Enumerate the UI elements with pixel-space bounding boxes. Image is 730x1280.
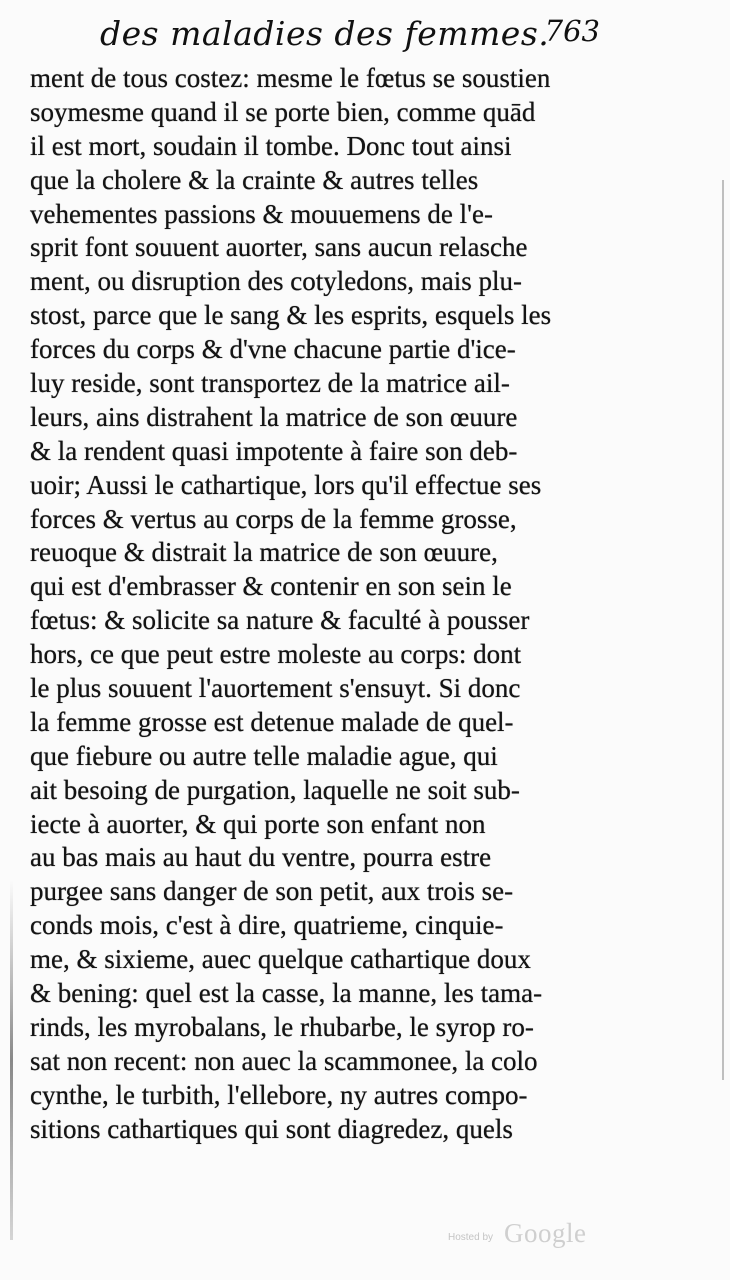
text-line: forces du corps & d'vne chacune partie d'ice- <box>30 334 516 365</box>
text-line: soymesme quand il se porte bien, comme quād <box>30 96 536 127</box>
text-line: luy reside, sont transportez de la matrice ail- <box>30 368 510 399</box>
text-line: il est mort, soudain il tombe. Donc tout ainsi <box>30 130 512 161</box>
text-line: sat non recent: non auec la scammonee, la colo <box>30 1045 538 1076</box>
hosted-by-google-watermark <box>448 1218 608 1254</box>
text-line: purgee sans danger de son petit, aux trois se- <box>30 876 514 907</box>
text-line: que la cholere & la crainte & autres telles <box>30 164 479 195</box>
text-line: stost, parce que le sang & les esprits, esquels les <box>30 300 552 331</box>
text-line: iecte à auorter, & qui porte son enfant non <box>30 808 486 839</box>
body-text <box>30 62 650 1147</box>
text-line: me, & sixieme, auec quelque cathartique doux <box>30 944 531 975</box>
text-line: sprit font souuent auorter, sans aucun relasche <box>30 232 528 263</box>
text-line: que fiebure ou autre telle maladie ague, qui <box>30 740 498 771</box>
text-line: ait besoing de purgation, laquelle ne soit sub- <box>30 774 520 805</box>
text-line: & bening: quel est la casse, la manne, les tama- <box>30 978 543 1009</box>
text-line: ment de tous costez: mesme le fœtus se soustien <box>30 63 551 93</box>
text-line: forces & vertus au corps de la femme grosse, <box>30 503 517 534</box>
page-header <box>100 14 600 62</box>
text-line: le plus souuent l'auortement s'ensuyt. Si donc <box>30 673 521 704</box>
text-line: reuoque & distrait la matrice de son œuure, <box>30 537 498 568</box>
text-line: hors, ce que peut estre moleste au corps: dont <box>30 639 522 670</box>
text-line: uoir; Aussi le cathartique, lors qu'il effectue ses <box>30 469 542 500</box>
page-edge-shadow-left <box>10 880 13 1240</box>
text-line: ment, ou disruption des cotyledons, mais plu- <box>30 266 522 297</box>
page-edge-shadow-right <box>722 180 724 1080</box>
text-line: conds mois, c'est à dire, quatrieme, cinquie- <box>30 910 504 941</box>
text-line: au bas mais au haut du ventre, pourra estre <box>30 842 492 873</box>
text-line: cynthe, le turbith, l'ellebore, ny autres compo- <box>30 1079 528 1110</box>
text-line: sitions cathartiques qui sont diagredez, quels <box>30 1113 513 1144</box>
page-number: 763 <box>544 14 600 48</box>
text-line: leurs, ains distrahent la matrice de son œuure <box>30 401 518 432</box>
text-line: qui est d'embrasser & contenir en son sein le <box>30 571 512 602</box>
running-title: des maladies des femmes. <box>100 14 550 53</box>
text-line: rinds, les myrobalans, le rhubarbe, le syrop ro- <box>30 1011 534 1042</box>
text-line: la femme grosse est detenue malade de quel- <box>30 706 514 737</box>
text-line: vehementes passions & mouuemens de l'e- <box>30 198 494 229</box>
hosted-by-label: Hosted by <box>448 1232 494 1243</box>
text-line: & la rendent quasi impotente à faire son deb- <box>30 435 518 466</box>
text-line: fœtus: & solicite sa nature & faculté à pousser <box>30 605 530 636</box>
google-logo: Google <box>504 1218 587 1248</box>
